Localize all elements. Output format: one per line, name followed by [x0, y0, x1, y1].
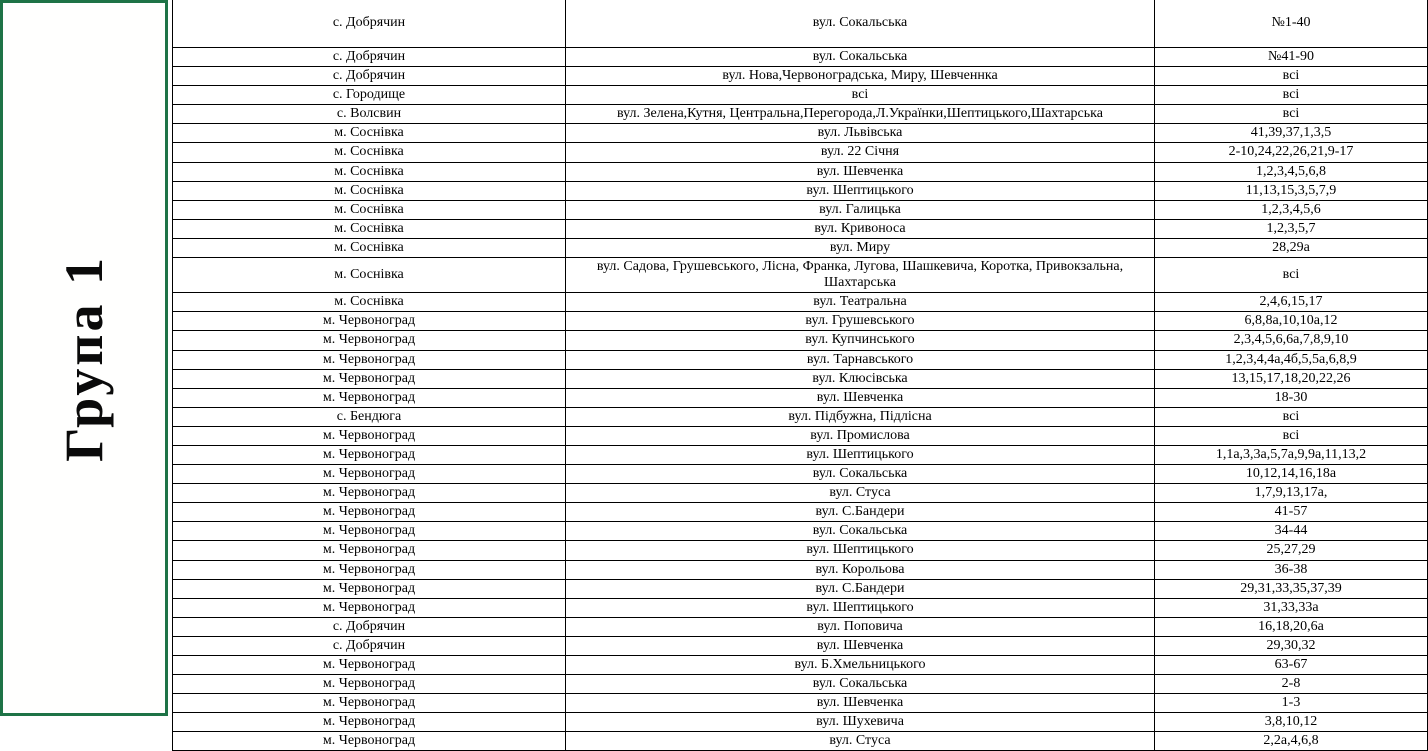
table-row [173, 694, 1428, 713]
table-row [173, 48, 1428, 67]
table-row [173, 238, 1428, 257]
table-row [173, 388, 1428, 407]
street-cell: вул. Купчинського [566, 331, 1155, 350]
numbers-cell: 1,2,3,4,4а,4б,5,5а,6,8,9 [1155, 350, 1428, 369]
table-row [173, 522, 1428, 541]
numbers-cell: 28,29а [1155, 238, 1428, 257]
settlement-cell: с. Добрячин [173, 67, 566, 86]
street-cell: вул. Шептицького [566, 598, 1155, 617]
table-row [173, 293, 1428, 312]
numbers-cell: 11,13,15,3,5,7,9 [1155, 181, 1428, 200]
table-row [173, 181, 1428, 200]
settlement-cell: с. Волсвин [173, 105, 566, 124]
numbers-cell: 18-30 [1155, 388, 1428, 407]
street-cell: вул. Грушевського [566, 312, 1155, 331]
table-row [173, 0, 1428, 48]
settlement-cell: м. Соснівка [173, 143, 566, 162]
table-row [173, 732, 1428, 751]
table-row [173, 656, 1428, 675]
numbers-cell: 2,4,6,15,17 [1155, 293, 1428, 312]
street-cell: вул. Стуса [566, 732, 1155, 751]
numbers-cell: 63-67 [1155, 656, 1428, 675]
numbers-cell: всі [1155, 105, 1428, 124]
street-cell: вул. Шевченка [566, 694, 1155, 713]
settlement-cell: м. Червоноград [173, 713, 566, 732]
numbers-cell: №41-90 [1155, 48, 1428, 67]
table-row [173, 67, 1428, 86]
settlement-cell: м. Червоноград [173, 732, 566, 751]
street-cell: вул. Тарнавського [566, 350, 1155, 369]
settlement-cell: м. Соснівка [173, 200, 566, 219]
settlement-cell: с. Добрячин [173, 617, 566, 636]
table-row [173, 598, 1428, 617]
table-row [173, 331, 1428, 350]
settlement-cell: м. Червоноград [173, 503, 566, 522]
table-row [173, 617, 1428, 636]
street-cell: вул. Нова,Червоноградська, Миру, Шевченнка [566, 67, 1155, 86]
table-body [173, 0, 1428, 751]
street-cell: вул. Сокальська [566, 465, 1155, 484]
table-row [173, 258, 1428, 293]
table-row [173, 636, 1428, 655]
table-row [173, 312, 1428, 331]
table-row [173, 541, 1428, 560]
table-row [173, 484, 1428, 503]
group-label-box [0, 0, 168, 716]
settlement-cell: м. Соснівка [173, 219, 566, 238]
settlement-cell: м. Соснівка [173, 124, 566, 143]
settlement-cell: с. Городище [173, 86, 566, 105]
table-row [173, 143, 1428, 162]
street-cell: вул. Поповича [566, 617, 1155, 636]
street-cell: вул. Шухевича [566, 713, 1155, 732]
street-cell: вул. Галицька [566, 200, 1155, 219]
street-cell: вул. 22 Січня [566, 143, 1155, 162]
numbers-cell: 1-3 [1155, 694, 1428, 713]
table-row [173, 162, 1428, 181]
numbers-cell: 36-38 [1155, 560, 1428, 579]
street-cell: вул. Підбужна, Підлісна [566, 407, 1155, 426]
settlement-cell: м. Червоноград [173, 598, 566, 617]
numbers-cell: 2,2а,4,6,8 [1155, 732, 1428, 751]
street-cell: вул. Шевченка [566, 636, 1155, 655]
street-cell: вул. Шевченка [566, 388, 1155, 407]
numbers-cell: всі [1155, 426, 1428, 445]
settlement-cell: м. Соснівка [173, 293, 566, 312]
settlement-cell: м. Червоноград [173, 522, 566, 541]
table-row [173, 200, 1428, 219]
settlement-cell: м. Червоноград [173, 426, 566, 445]
settlement-cell: м. Червоноград [173, 465, 566, 484]
numbers-cell: 2-10,24,22,26,21,9-17 [1155, 143, 1428, 162]
table-row [173, 465, 1428, 484]
numbers-cell: 1,2,3,4,5,6 [1155, 200, 1428, 219]
street-cell: вул. Стуса [566, 484, 1155, 503]
street-cell: всі [566, 86, 1155, 105]
settlement-cell: м. Червоноград [173, 312, 566, 331]
numbers-cell: 41-57 [1155, 503, 1428, 522]
street-cell: вул. Зелена,Кутня, Центральна,Перегорода,Л.Українки,Шептицького,Шахтарська [566, 105, 1155, 124]
numbers-cell: 10,12,14,16,18а [1155, 465, 1428, 484]
street-cell: вул. Сокальська [566, 675, 1155, 694]
settlement-cell: с. Бендюга [173, 407, 566, 426]
settlement-cell: м. Червоноград [173, 694, 566, 713]
street-cell: вул. Шевченка [566, 162, 1155, 181]
numbers-cell: №1-40 [1155, 0, 1428, 48]
numbers-cell: всі [1155, 67, 1428, 86]
numbers-cell: 2-8 [1155, 675, 1428, 694]
numbers-cell: 1,1а,3,3а,5,7а,9,9а,11,13,2 [1155, 445, 1428, 464]
settlement-cell: м. Соснівка [173, 238, 566, 257]
street-cell: вул. Кривоноса [566, 219, 1155, 238]
street-cell: вул. Львівська [566, 124, 1155, 143]
table-row [173, 86, 1428, 105]
street-cell: вул. Сокальська [566, 48, 1155, 67]
settlement-cell: м. Червоноград [173, 675, 566, 694]
numbers-cell: 16,18,20,6а [1155, 617, 1428, 636]
settlement-cell: м. Червоноград [173, 388, 566, 407]
table-row [173, 503, 1428, 522]
numbers-cell: всі [1155, 86, 1428, 105]
street-cell: вул. Шептицького [566, 541, 1155, 560]
settlement-cell: м. Соснівка [173, 258, 566, 293]
table-row [173, 124, 1428, 143]
settlement-cell: м. Червоноград [173, 484, 566, 503]
settlement-cell: м. Червоноград [173, 331, 566, 350]
street-cell: вул. Шептицького [566, 445, 1155, 464]
numbers-cell: 31,33,33а [1155, 598, 1428, 617]
table-row [173, 426, 1428, 445]
street-cell: вул. С.Бандери [566, 503, 1155, 522]
table-row [173, 713, 1428, 732]
table-row [173, 105, 1428, 124]
street-cell: вул. Корольова [566, 560, 1155, 579]
street-cell: вул. Промислова [566, 426, 1155, 445]
numbers-cell: всі [1155, 258, 1428, 293]
settlement-cell: с. Добрячин [173, 0, 566, 48]
numbers-cell: 25,27,29 [1155, 541, 1428, 560]
street-cell: вул. Сокальська [566, 522, 1155, 541]
table-row [173, 219, 1428, 238]
numbers-cell: 6,8,8а,10,10а,12 [1155, 312, 1428, 331]
numbers-cell: 1,2,3,4,5,6,8 [1155, 162, 1428, 181]
street-cell: вул. Шептицького [566, 181, 1155, 200]
street-cell: вул. С.Бандери [566, 579, 1155, 598]
numbers-cell: 34-44 [1155, 522, 1428, 541]
settlement-cell: м. Червоноград [173, 560, 566, 579]
settlement-cell: м. Червоноград [173, 541, 566, 560]
street-cell: вул. Театральна [566, 293, 1155, 312]
table-row [173, 560, 1428, 579]
table-row [173, 407, 1428, 426]
street-cell: вул. Сокальська [566, 0, 1155, 48]
numbers-cell: 29,30,32 [1155, 636, 1428, 655]
settlement-cell: м. Червоноград [173, 656, 566, 675]
settlement-cell: с. Добрячин [173, 48, 566, 67]
schedule-table [172, 0, 1428, 751]
numbers-cell: 2,3,4,5,6,6а,7,8,9,10 [1155, 331, 1428, 350]
table-row [173, 350, 1428, 369]
street-cell: вул. Б.Хмельницького [566, 656, 1155, 675]
numbers-cell: 3,8,10,12 [1155, 713, 1428, 732]
street-cell: вул. Садова, Грушевського, Лісна, Франка, Лугова, Шашкевича, Коротка, Привокзальна, Шахтарська [566, 258, 1155, 293]
numbers-cell: 1,2,3,5,7 [1155, 219, 1428, 238]
settlement-cell: м. Червоноград [173, 445, 566, 464]
settlement-cell: м. Соснівка [173, 162, 566, 181]
settlement-cell: м. Соснівка [173, 181, 566, 200]
settlement-cell: м. Червоноград [173, 369, 566, 388]
numbers-cell: 13,15,17,18,20,22,26 [1155, 369, 1428, 388]
table-row [173, 369, 1428, 388]
numbers-cell: 1,7,9,13,17а, [1155, 484, 1428, 503]
numbers-cell: 29,31,33,35,37,39 [1155, 579, 1428, 598]
settlement-cell: м. Червоноград [173, 579, 566, 598]
settlement-cell: с. Добрячин [173, 636, 566, 655]
settlement-cell: м. Червоноград [173, 350, 566, 369]
table-row [173, 579, 1428, 598]
table-row [173, 675, 1428, 694]
street-cell: вул. Клюсівська [566, 369, 1155, 388]
numbers-cell: 41,39,37,1,3,5 [1155, 124, 1428, 143]
group-label: Група 1 [54, 254, 114, 462]
street-cell: вул. Миру [566, 238, 1155, 257]
table-row [173, 445, 1428, 464]
numbers-cell: всі [1155, 407, 1428, 426]
